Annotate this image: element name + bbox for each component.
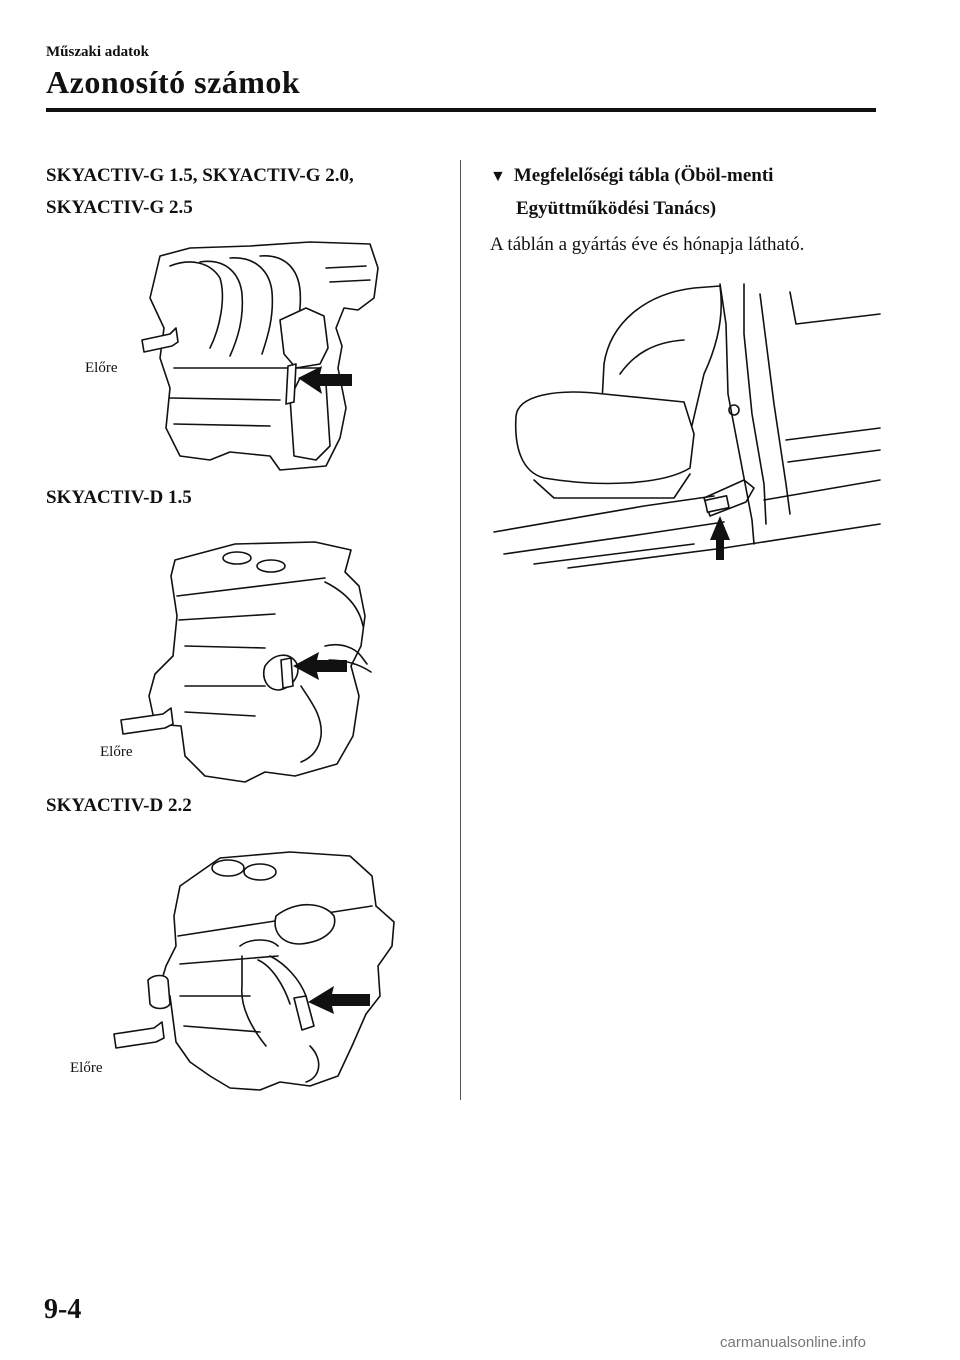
column-divider xyxy=(460,160,461,1100)
section-heading-skyactiv-d-15: SKYACTIV-D 1.5 xyxy=(46,487,192,508)
page-number: 9-4 xyxy=(44,1294,82,1325)
triangle-marker-icon: ▼ xyxy=(490,168,506,185)
direction-label-forward: Előre xyxy=(85,360,118,376)
engine-illustration xyxy=(130,238,390,478)
watermark: carmanualsonline.info xyxy=(720,1334,866,1351)
section-heading-skyactiv-g xyxy=(46,160,354,224)
heading-line: SKYACTIV-G 1.5, SKYACTIV-G 2.0, xyxy=(46,165,354,186)
direction-label-forward: Előre xyxy=(100,744,133,760)
heading-line: Együttműködési Tanács) xyxy=(516,198,717,219)
engine-illustration xyxy=(110,846,390,1096)
body-text: A táblán a gyártás éve és hónapja látható. xyxy=(490,234,805,255)
heading-line: Megfelelőségi tábla (Öböl-menti xyxy=(513,165,774,186)
heading-line: SKYACTIV-G 2.5 xyxy=(46,197,193,218)
page-title: Azonosító számok xyxy=(46,64,301,100)
car-door-sill-illustration xyxy=(494,284,884,574)
section-heading-conformity-plate xyxy=(490,160,890,225)
direction-label-forward: Előre xyxy=(70,1060,103,1076)
section-heading-skyactiv-d-22: SKYACTIV-D 2.2 xyxy=(46,795,192,816)
chapter-title: Műszaki adatok xyxy=(46,44,149,60)
header-divider xyxy=(46,108,876,112)
engine-illustration xyxy=(115,536,385,786)
